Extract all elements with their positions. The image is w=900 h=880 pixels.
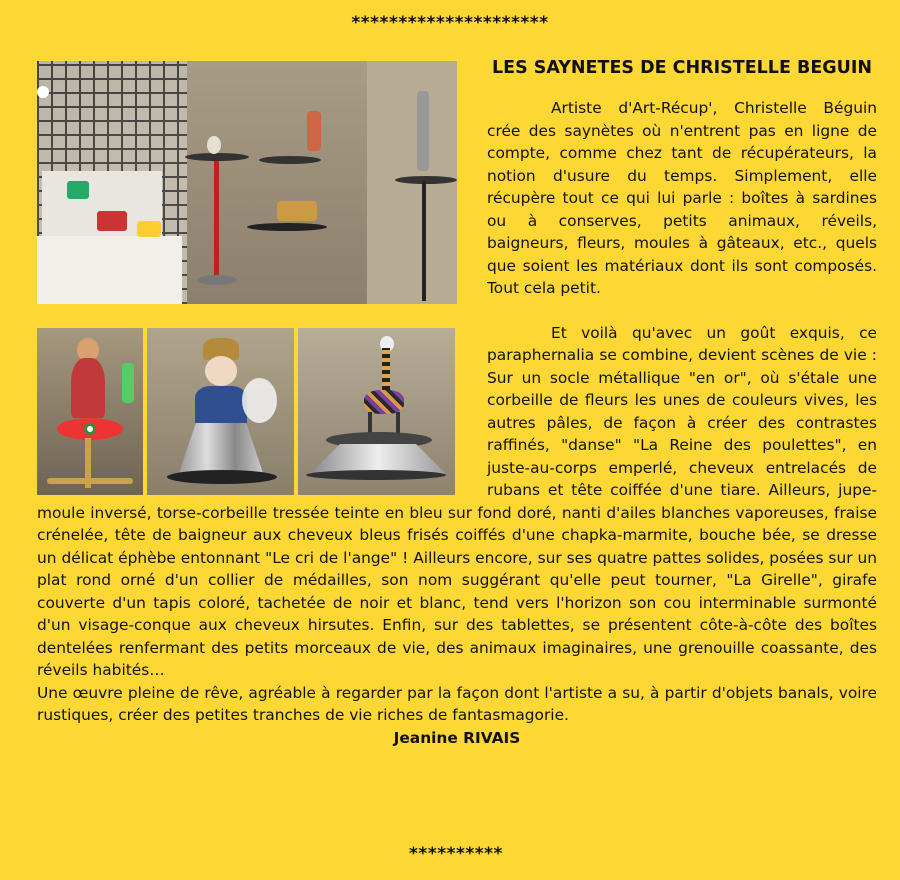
artwork-photo-ange xyxy=(147,328,294,495)
top-separator: ********************* xyxy=(351,13,549,33)
article xyxy=(37,57,877,749)
paragraph-description: Et voilà qu'avec un goût exquis, ce paraphernalia se combine, devient scènes de vie : Sur un socle métallique "en or", où s'étale une corbeille de fleurs les unes de couleurs vives, les autres pâles, de façon à créer des contrastes raffinés, "danse" "La Reine des poulettes", en juste-au-corps emperlé, cheveux entrelacés de rubans et tête coiffée d'une tiare. Ailleurs, jupe-moule inversé, torse-corbeille tressée teinte en bleu sur fond doré, nanti d'ailes blanches vaporeuses, fraise crénelée, tête de baigneur aux cheveux bleus frisés coiffés d'une chapka-marmite, bouche bée, se dresse un délicat éphèbe entonnant "Le cri de l'ange" ! Ailleurs encore, sur ses quatre pattes solides, posées sur un plat rond orné d'un collier de médailles, son nom suggérant qu'elle peut tourner, "La Girelle", girafe couverte d'un tapis coloré, tachetée de noir et blanc, tend vers l'horizon son cou interminable surmonté d'un visage-conque aux cheveux hirsutes. Enfin, sur des tablettes, se présentent côte-à-côte des boîtes dentelées renfermant des petits morceaux de vie, des animaux imaginaires, une grenouille coassante, des réveils habités… xyxy=(37,323,877,679)
bottom-separator: ********** xyxy=(409,844,503,864)
artwork-photos xyxy=(37,328,457,495)
article-title: LES SAYNETES DE CHRISTELLE BEGUIN xyxy=(491,58,873,78)
artwork-photo-girelle xyxy=(298,328,455,495)
author-signature: Jeanine RIVAIS xyxy=(393,728,521,747)
exhibition-photo xyxy=(37,61,457,304)
paragraph-conclusion: Une œuvre pleine de rêve, agréable à regarder par la façon dont l'artiste a su, à partir d'objets banals, voire rustiques, créer des petites tranches de vie riches de fantasmagorie. xyxy=(37,683,877,724)
artwork-photo-reine xyxy=(37,328,143,495)
paragraph-intro: Artiste d'Art-Récup', Christelle Béguin crée des saynètes où n'entrent pas en ligne de compte, comme chez tant de récupérateurs, la notion d'usure du temps. Simplement, elle récupère tout ce qui lui parle : boîtes à sardines ou à conserves, petits animaux, réveils, baigneurs, fleurs, moules à gâteaux, etc., quels que soient les matériaux dont ils sont composés. Tout cela petit. xyxy=(487,99,877,297)
